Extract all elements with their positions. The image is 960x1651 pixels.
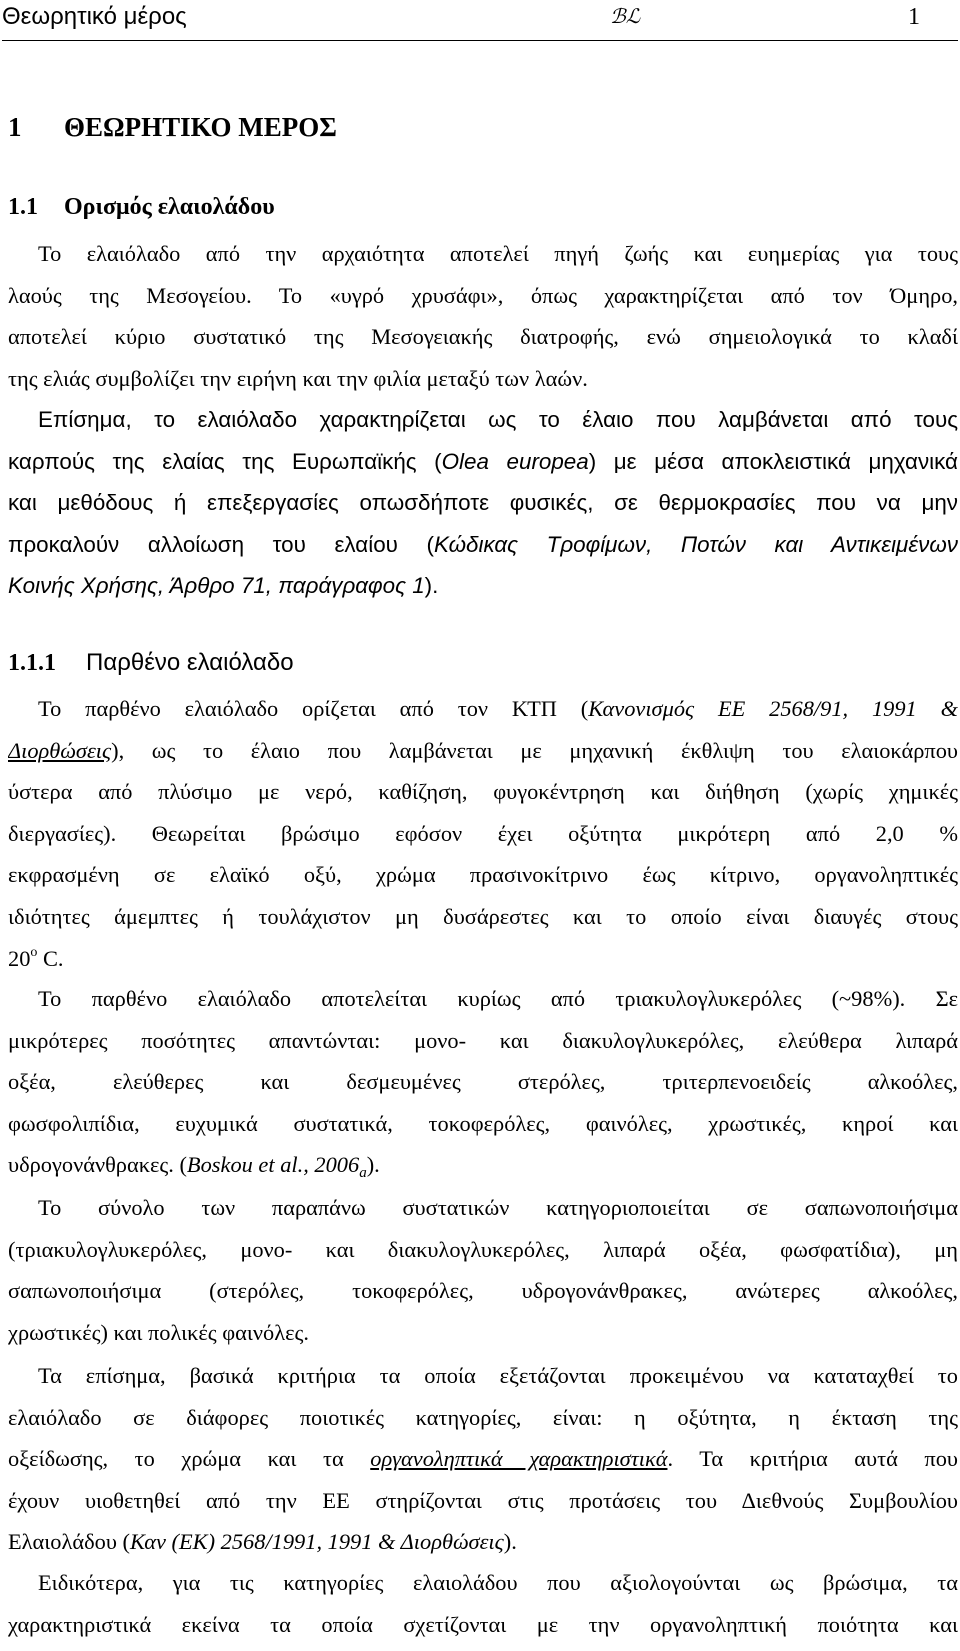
text-line: χρωστικές) και πολικές φαινόλες.: [8, 1319, 309, 1345]
paragraph-saponifiable: [8, 1187, 958, 1353]
text-line: διεργασίες). Θεωρείται βρώσιμο εφόσον έχει οξύτητα μικρότερη από 2,0 %: [8, 820, 958, 846]
text-line: αποτελεί κύριο συστατικό της Μεσογειακής διατροφής, ενώ σημειολογικά το κλαδί: [8, 324, 958, 350]
section-number: 1.1: [8, 194, 38, 220]
text-line: Το ελαιόλαδο από την αρχαιότητα αποτελεί πηγή ζωής και ευημερίας για τους: [38, 241, 958, 266]
text-line: της ελιάς συμβολίζει την ειρήνη και την φιλία μεταξύ των λαών.: [8, 365, 588, 391]
text-line: Κοινής Χρήσης, Άρθρο 71, παράγραφος 1).: [8, 573, 439, 599]
text-line: οξέα, ελεύθερες και δεσμευμένες στερόλες, τριτερπενοειδείς αλκοόλες,: [8, 1069, 958, 1095]
page-number: 1: [908, 4, 920, 30]
header-title: Θεωρητικό μέρος: [2, 3, 187, 30]
text-line: Ελαιολάδου (Καν (ΕΚ) 2568/1991, 1991 & Διορθώσεις).: [8, 1529, 517, 1555]
text-line: έχουν υιοθετηθεί από την ΕΕ στηρίζονται στις προτάσεις του Διεθνούς Συμβουλίου: [8, 1487, 958, 1513]
text-line: προκαλούν αλλοίωση του ελαίου (Κώδικας Τροφίμων, Ποτών και Αντικειμένων: [8, 531, 958, 557]
subsection-title: Παρθένο ελαιόλαδο: [86, 649, 294, 676]
header-rule: [2, 40, 958, 41]
text-line: υδρογονάνθρακες. (Boskou et al., $2006_a$).: [8, 1152, 380, 1182]
chapter-heading: [8, 110, 337, 144]
text-line: και μεθόδους ή επεξεργασίες οπωσδήποτε φυσικές, σε θερμοκρασίες που να μην: [8, 490, 958, 516]
paragraph-criteria: [8, 1355, 958, 1563]
text-line: Ειδικότερα, για τις κατηγορίες ελαιολάδου που αξιολογούνται ως βρώσιμα, τα: [38, 1570, 958, 1595]
text-line: Το σύνολο των παραπάνω συστατικών κατηγοριοποιείται σε σαπωνοποιήσιμα: [38, 1195, 958, 1220]
section-title: Ορισμός ελαιολάδου: [64, 194, 275, 220]
text-line: σαπωνοποιήσιμα (στερόλες, τοκοφερόλες, υδρογονάνθρακες, ανώτερες αλκοόλες,: [8, 1278, 958, 1304]
paragraph-composition: [8, 978, 958, 1186]
text-line: ιδιότητες άμεμπτες ή τουλάχιστον μη δυσάρεστες και το οποίο είναι διαυγές στους: [8, 903, 958, 929]
subsection-number: 1.1.1: [8, 650, 56, 676]
text-line: (τριακυλογλυκερόλες, μονο- και διακυλογλυκερόλες, λιπαρά οξέα, φωσφατίδια), μη: [8, 1236, 958, 1262]
citation: Κώδικας Τροφίμων, Ποτών και Αντικειμένων: [433, 531, 958, 557]
chapter-title: ΘΕΩΡΗΤΙΚΟ ΜΕΡΟΣ: [64, 112, 337, 142]
subsection-heading: [8, 648, 294, 678]
citation: Κανονισμός ΕΕ 2568/91, 1991 &: [588, 696, 958, 721]
citation: Καν (ΕΚ) 2568/1991, 1991 & Διορθώσεις: [129, 1529, 504, 1555]
text-line: Τα επίσημα, βασικά κριτήρια τα οποία εξετάζονται προκειμένου να καταταχθεί το: [38, 1363, 958, 1388]
text-line: Το παρθένο ελαιόλαδο αποτελείται κυρίως από τριακυλογλυκερόλες (~98%). Σε: [38, 986, 958, 1011]
emphasis-link: οργανοληπτικά χαρακτηριστικά: [370, 1446, 668, 1472]
text-line: Διορθώσεις), ως το έλαιο που λαμβάνεται με μηχανική έκθλιψη του ελαιοκάρπου: [8, 737, 958, 763]
text-line: φωσφολιπίδια, ευχυμικά συστατικά, τοκοφερόλες, φαινόλες, χρωστικές, κηροί και: [8, 1110, 958, 1136]
text-line: μικρότερες ποσότητες απαντώνται: μονο- και διακυλογλυκερόλες, ελεύθερα λιπαρά: [8, 1027, 958, 1053]
citation: Διορθώσεις: [8, 737, 112, 763]
chapter-number: 1: [8, 112, 22, 142]
species-name: Olea europea: [441, 448, 589, 474]
paragraph-official-definition: [8, 399, 958, 607]
citation: Boskou et al., 2006: [186, 1152, 360, 1178]
header-ornament-icon: ℬℒ: [610, 6, 641, 28]
text-line: οξείδωσης, το χρώμα και τα οργανοληπτικά χαρακτηριστικά. Τα κριτήρια αυτά που: [8, 1446, 958, 1472]
text-line: εκφρασμένη σε ελαϊκό οξύ, χρώμα πρασινοκίτρινο έως κίτρινο, οργανοληπτικές: [8, 862, 958, 888]
text-line: Το παρθένο ελαιόλαδο ορίζεται από τον ΚΤΠ (Κανονισμός ΕΕ 2568/91, 1991 &: [38, 696, 958, 721]
paragraph-virgin-oil-definition: [8, 688, 958, 979]
text-line: καρπούς της ελαίας της Ευρωπαϊκής (Olea europea) με μέσα αποκλειστικά μηχανικά: [8, 448, 958, 474]
text-line: ελαιόλαδο σε διάφορες ποιοτικές κατηγορίες, είναι: η οξύτητα, η έκταση της: [8, 1404, 958, 1430]
citation: Κοινής Χρήσης, Άρθρο 71, παράγραφος 1: [8, 573, 425, 599]
text-line: χαρακτηριστικά εκείνα τα οποία σχετίζονται με την οργανοληπτική ποιότητα και: [8, 1611, 958, 1637]
paragraph-olive-oil-history: [8, 233, 958, 399]
text-line: ύστερα από πλύσιμο με νερό, καθίζηση, φυγοκέντρηση και διήθηση (χωρίς χημικές: [8, 779, 958, 805]
running-header: [0, 0, 960, 40]
text-line: λαούς της Μεσογείου. Το «υγρό χρυσάφι», όπως χαρακτηρίζεται από τον Όμηρο,: [8, 282, 958, 308]
text-line: 20$^o$ C.: [8, 944, 64, 971]
section-heading: [8, 192, 275, 222]
paragraph-edible-categories: [8, 1562, 958, 1645]
text-line: Επίσημα, το ελαιόλαδο χαρακτηρίζεται ως το έλαιο που λαμβάνεται από τους: [38, 407, 958, 432]
